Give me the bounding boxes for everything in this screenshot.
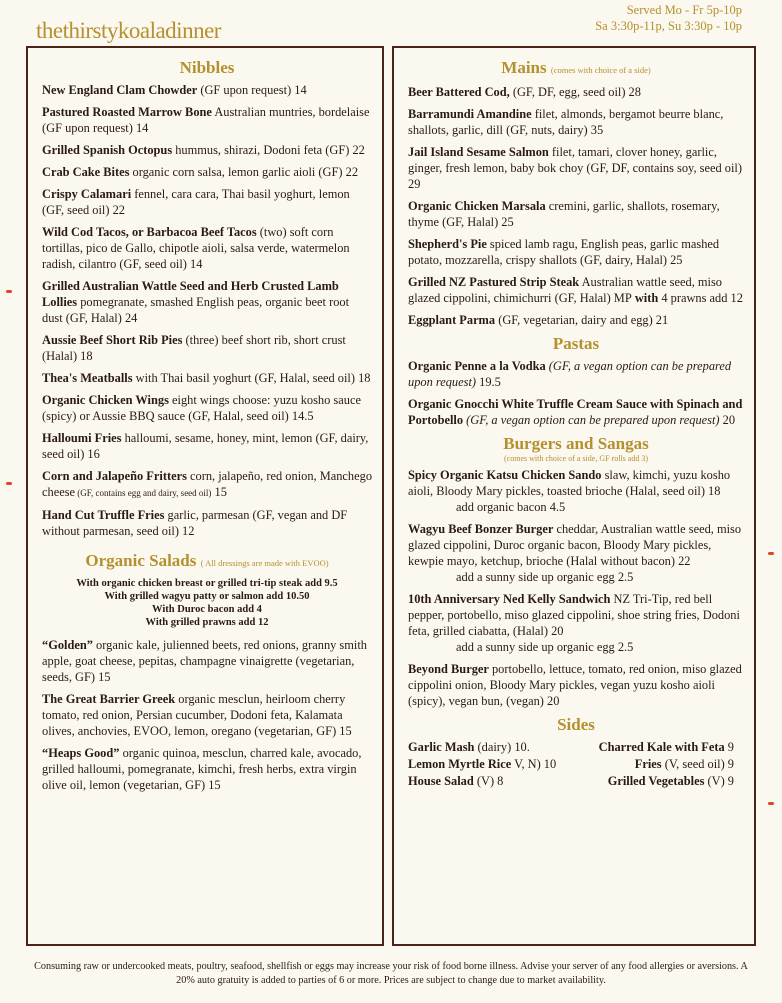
item-description: with Thai basil yoghurt (GF, Halal, seed oil) 18	[132, 371, 371, 385]
item-description: filet, tamari, clover honey, garlic, ginger, fresh lemon, baby bok choy (GF, DF, contains soy, seed oil) 29	[408, 145, 742, 191]
item-description: spiced lamb ragu, English peas, garlic mashed potato, mozzarella, crispy shallots (GF, dairy, Halal) 25	[408, 237, 720, 267]
footer-disclaimer: Consuming raw or undercooked meats, poultry, seafood, shellfish or eggs may increase your risk of food borne illness. Advise your server of any food allergies or aversions. A 20% auto gratuity is added to parties of 6 or more. Prices are subject to change due to market availability.	[34, 961, 748, 986]
item-name: Wagyu Beef Bonzer Burger	[408, 522, 554, 536]
item-name: Eggplant Parma	[408, 313, 496, 327]
salads-note: ( All dressings are made with EVOO)	[200, 558, 329, 568]
item-name: Organic Gnocchi White Truffle Cream Sauce with Spinach and Portobello	[408, 397, 743, 427]
nibbles-title: Nibbles	[179, 58, 235, 77]
item-price: 15	[211, 485, 227, 499]
menu-item	[42, 224, 372, 272]
salad-extras	[42, 577, 372, 629]
item-description: cremini, garlic, shallots, rosemary, thyme (GF, Halal) 25	[408, 199, 720, 229]
item-name: “Golden”	[42, 638, 93, 652]
item-name: Spicy Organic Katsu Chicken Sando	[408, 468, 602, 482]
item-price: 20	[719, 413, 736, 427]
salads-title-text: Organic Salads	[85, 551, 197, 570]
item-name: Barramundi Amandine	[408, 107, 532, 121]
item-description: Australian muntries, bordelaise (GF upon request) 14	[42, 105, 370, 135]
item-description: eight wings choose: yuzu kosho sauce (spicy) or Aussie BBQ sauce (GF, Halal, seed oil) 14.5	[42, 393, 361, 423]
item-name: Crispy Calamari	[42, 187, 132, 201]
side-name: Garlic Mash	[408, 740, 475, 754]
menu-item	[42, 691, 372, 739]
salads-title	[42, 551, 372, 573]
mains-list	[408, 84, 744, 328]
menu-item	[42, 278, 372, 326]
sides-list	[408, 739, 744, 790]
burgers-note: (comes with choice of a side, GF rolls add 3)	[504, 454, 648, 463]
menu-item	[42, 637, 372, 685]
item-description: pomegranate, smashed English peas, organic beet root dust (GF, Halal) 24	[42, 295, 350, 325]
item-description: halloumi, sesame, honey, mint, lemon (GF, dairy, seed oil) 16	[42, 431, 369, 461]
item-description: organic corn salsa, lemon garlic aioli (GF) 22	[129, 165, 359, 179]
item-addon: add a sunny side up organic egg 2.5	[456, 570, 634, 584]
menu-item	[408, 591, 744, 655]
item-name: Pastured Roasted Marrow Bone	[42, 105, 212, 119]
pastas-title: Pastas	[552, 334, 600, 353]
item-description: portobello, lettuce, tomato, red onion, miso glazed cippolini onion, Bloody Mary pickles, vegan yuzu kosho aioli (spicy), vegan bun, (vegan) 20	[408, 662, 742, 708]
menu-item	[42, 104, 372, 136]
side-name: Lemon Myrtle Rice	[408, 757, 512, 771]
item-description: garlic, parmesan (GF, vegan and DF without parmesan, seed oil) 12	[42, 508, 348, 538]
item-name: Shepherd's Pie	[408, 237, 487, 251]
brand-logo: thethirstykoaladinner	[36, 18, 221, 43]
menu-item	[42, 82, 372, 98]
item-name: “Heaps Good”	[42, 746, 120, 760]
item-description: organic mesclun, heirloom cherry tomato, red onion, Persian cucumber, Dodoni feta, Kalamata olives, anchovies, EVOO, lemon, oregano (vegetarian, GF) 15	[42, 692, 352, 738]
menu-item	[408, 358, 744, 390]
item-description: hummus, shirazi, Dodoni feta (GF) 22	[172, 143, 365, 157]
side-item	[408, 739, 530, 756]
mains-note: (comes with choice of a side)	[550, 65, 651, 75]
item-description: (GF, DF, egg, seed oil) 28	[509, 85, 641, 99]
right-column	[392, 46, 756, 946]
service-hours	[542, 2, 742, 34]
side-item	[608, 773, 734, 790]
item-name: Grilled NZ Pastured Strip Steak	[408, 275, 580, 289]
salad-extra: With organic chicken breast or grilled tri-tip steak add 9.5	[76, 578, 338, 589]
salad-extra: With grilled prawns add 12	[145, 617, 269, 628]
item-name: Beer Battered Cod,	[408, 85, 510, 99]
left-edge-mark	[6, 290, 12, 293]
menu-item	[408, 661, 744, 709]
side-price: (V) 9	[704, 774, 734, 788]
menu-item	[42, 164, 372, 180]
menu-item	[42, 186, 372, 218]
mains-title	[408, 58, 744, 80]
item-name: 10th Anniversary Ned Kelly Sandwich	[408, 592, 611, 606]
item-name: New England Clam Chowder	[42, 83, 198, 97]
menu-item	[408, 144, 744, 192]
hours-weekend: Sa 3:30p-11p, Su 3:30p - 10p	[595, 19, 742, 33]
side-name: House Salad	[408, 774, 474, 788]
side-price: V, N) 10	[511, 757, 557, 771]
menu-item	[42, 392, 372, 424]
item-description: organic kale, julienned beets, red onions, granny smith apple, goat cheese, pepitas, champagne vinaigrette (vegetarian, seeds, GF) 15	[42, 638, 367, 684]
left-edge-mark	[6, 482, 12, 485]
item-name: Halloumi Fries	[42, 431, 122, 445]
hours-weekday: Served Mo - Fr 5p-10p	[626, 3, 742, 17]
mains-title-text: Mains	[501, 58, 547, 77]
menu-item	[408, 312, 744, 328]
item-name: Grilled Australian Wattle Seed and Herb Crusted Lamb Lollies	[42, 279, 339, 309]
sides-row	[408, 773, 744, 790]
sides-row	[408, 756, 744, 773]
item-addon: add organic bacon 4.5	[456, 500, 566, 514]
side-name: Grilled Vegetables	[607, 774, 705, 788]
side-item	[599, 739, 734, 756]
item-description: corn, jalapeño, red onion, Manchego cheese	[42, 469, 373, 499]
salad-extra: With grilled wagyu patty or salmon add 10.50	[104, 591, 310, 602]
item-description: fennel, cara cara, Thai basil yoghurt, lemon (GF, seed oil) 22	[42, 187, 350, 217]
menu-item	[408, 84, 744, 100]
item-name: Wild Cod Tacos, or Barbacoa Beef Tacos	[42, 225, 257, 239]
item-description: organic quinoa, mesclun, charred kale, avocado, grilled halloumi, pomegranate, kimchi, fresh herbs, extra virgin olive oil, lemon (vegetarian, GF) 15	[42, 746, 362, 792]
item-name: Organic Penne a la Vodka	[408, 359, 546, 373]
burgers-title: Burgers and Sangas	[503, 434, 649, 453]
item-note: (GF, contains egg and dairy, seed oil)	[75, 488, 212, 498]
menu-item	[408, 236, 744, 268]
item-name: The Great Barrier Greek	[42, 692, 176, 706]
menu-item	[42, 332, 372, 364]
sides-row	[408, 739, 744, 756]
item-price: 19.5	[476, 375, 501, 389]
item-description: Australian wattle seed, miso glazed cippolini, chimichurri (GF, Halal) MP	[408, 275, 722, 305]
item-name: Aussie Beef Short Rib Pies	[42, 333, 183, 347]
burgers-list	[408, 467, 744, 709]
menu-item	[408, 467, 744, 515]
salads-list	[42, 637, 372, 793]
item-description: (three) beef short rib, short crust (Halal) 18	[42, 333, 346, 363]
item-name: Hand Cut Truffle Fries	[42, 508, 165, 522]
menu-item	[42, 745, 372, 793]
side-item	[408, 756, 556, 773]
item-description: (GF upon request) 14	[197, 83, 307, 97]
item-description: (GF, vegetarian, dairy and egg) 21	[495, 313, 669, 327]
pastas-list	[408, 358, 744, 428]
item-description: slaw, kimchi, yuzu kosho aioli, Bloody Mary pickles, toasted brioche (Halal, seed oil) 18	[408, 468, 731, 498]
side-price: 9	[724, 740, 734, 754]
right-edge-mark	[768, 802, 774, 805]
item-description: cheddar, Australian wattle seed, miso glazed cippolini, Duroc organic bacon, Bloody Mary pickles, kewpie mayo, ketchup, brioche (Halal without bacon) 22	[408, 522, 742, 568]
item-name: Grilled Spanish Octopus	[42, 143, 173, 157]
item-name: Thea's Meatballs	[42, 371, 133, 385]
item-addon: add a sunny side up organic egg 2.5	[456, 640, 634, 654]
sides-title: Sides	[557, 715, 595, 734]
menu-item	[408, 396, 744, 428]
item-description: NZ Tri-Tip, red bell pepper, portobello, miso glazed cippolini, shoe string fries, Dodoni feta, grilled ciabatta, (Halal) 20	[408, 592, 740, 638]
item-description: filet, almonds, bergamot beurre blanc, shallots, garlic, dill (GF, nuts, dairy) 35	[408, 107, 724, 137]
menu-item	[42, 430, 372, 462]
menu-item	[42, 507, 372, 539]
salad-extra: With Duroc bacon add 4	[152, 604, 262, 615]
side-name: Fries	[634, 757, 662, 771]
menu-item	[408, 274, 744, 306]
menu-item	[408, 521, 744, 585]
menu-item	[408, 198, 744, 230]
menu-item	[42, 468, 372, 501]
item-name: Jail Island Sesame Salmon	[408, 145, 549, 159]
menu-item	[42, 142, 372, 158]
item-name: Beyond Burger	[408, 662, 489, 676]
side-item	[635, 756, 734, 773]
side-name: Charred Kale with Feta	[598, 740, 725, 754]
item-name: Crab Cake Bites	[42, 165, 130, 179]
item-name: Organic Chicken Marsala	[408, 199, 546, 213]
item-price: 4 prawns add 12	[658, 291, 743, 305]
menu-item	[42, 370, 372, 386]
side-price: (V, seed oil) 9	[661, 757, 734, 771]
side-item	[408, 773, 503, 790]
item-description: (two) soft corn tortillas, pico de Gallo, chipotle aioli, salsa verde, watermelon radish, cilantro (GF, seed oil) 14	[42, 225, 350, 271]
item-note: (GF, a vegan option can be prepared upon request)	[408, 359, 732, 389]
side-price: (V) 8	[473, 774, 504, 788]
menu-item	[408, 106, 744, 138]
left-column	[26, 46, 384, 946]
item-name: Organic Chicken Wings	[42, 393, 169, 407]
item-addon-label: with	[631, 291, 659, 305]
nibbles-list	[42, 82, 372, 539]
side-price: (dairy) 10.	[474, 740, 530, 754]
item-note: (GF, a vegan option can be prepared upon request)	[463, 413, 720, 427]
item-name: Corn and Jalapeño Fritters	[42, 469, 187, 483]
right-edge-mark	[768, 552, 774, 555]
